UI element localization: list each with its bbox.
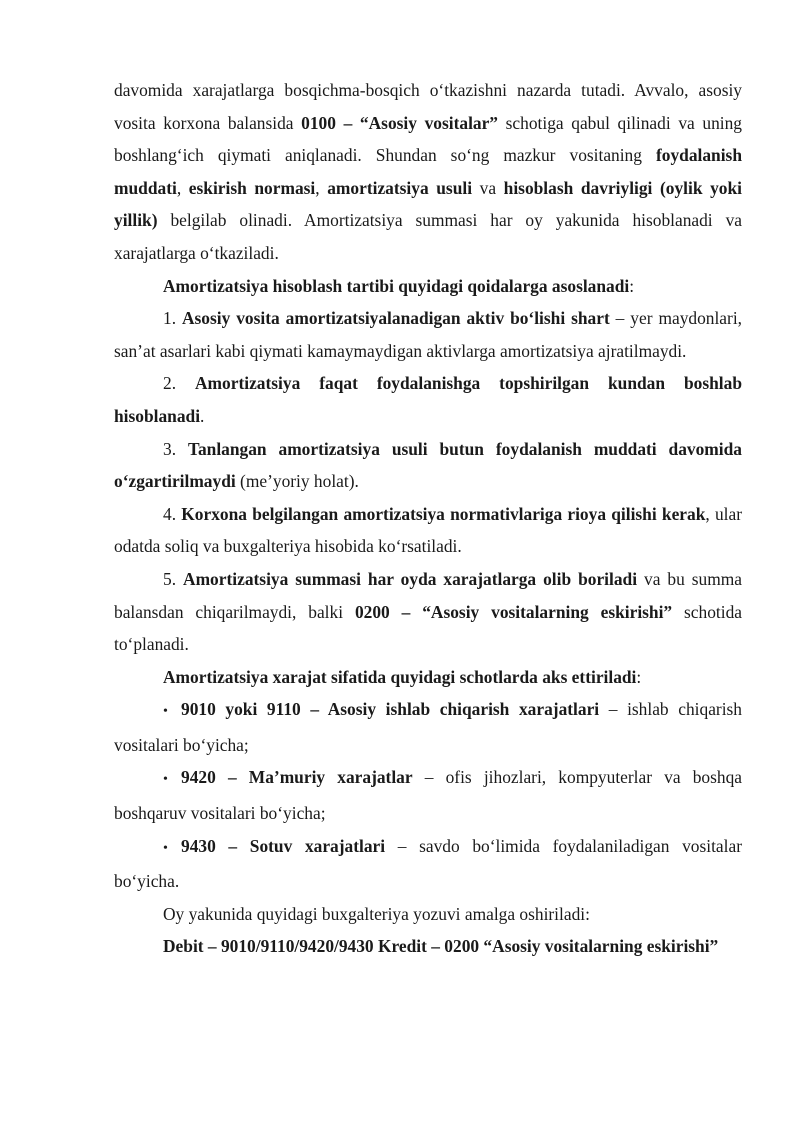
bold-text: Asosiy vosita amortizatsiyalanadigan aktiv bo‘lishi shart	[181, 308, 610, 329]
text-run: – yer maydonlari, san’at asarlari kabi qiymati kamaymaydigan aktivlarga amortizatsiya ajratilmaydi.	[114, 308, 742, 361]
paragraph	[114, 563, 742, 661]
paragraph	[114, 661, 742, 694]
bold-text: 9420 – Ma’muriy xarajatlar	[181, 767, 413, 788]
paragraph	[114, 930, 742, 963]
bold-text: Amortizatsiya hisoblash tartibi quyidagi qoidalarga asoslanadi	[163, 275, 630, 296]
text-run: Oy yakunida quyidagi buxgalteriya yozuvi amalga oshiriladi:	[163, 903, 590, 924]
text-run: davomida xarajatlarga bosqichma-bosqich o‘tkazishni nazarda tutadi. Avvalo, asosiy vosita korxona balansida	[114, 80, 742, 133]
paragraph	[114, 270, 742, 303]
bullet-paragraph	[114, 761, 742, 829]
paragraph	[114, 74, 742, 270]
paragraph	[114, 498, 742, 563]
bullet-paragraph	[114, 693, 742, 761]
text-run: – ofis jihozlari, kompyuterlar va boshqa boshqaruv vositalari bo‘yicha;	[114, 767, 742, 824]
bold-text: 0100 – “Asosiy vositalar”	[301, 112, 499, 133]
bold-text: Tanlangan amortizatsiya usuli butun foydalanish muddati davomida o‘zgartirilmaydi	[114, 438, 742, 492]
bold-text: Debit – 9010/9110/9420/9430 Kredit – 0200 “Asosiy vositalarning eskirishi”	[163, 936, 719, 957]
text-run: .	[200, 405, 205, 426]
bold-text: foydalanish muddati	[114, 145, 742, 198]
text-run: – ishlab chiqarish vositalari bo‘yicha;	[114, 699, 742, 755]
bold-text: 0200 – “Asosiy vositalarning eskirishi”	[354, 601, 673, 622]
text-run: 5.	[163, 568, 184, 589]
text-run: 3.	[163, 438, 188, 459]
bold-text: amortizatsiya usuli	[327, 177, 473, 198]
bold-text: 9010 yoki 9110 – Asosiy ishlab chiqarish xarajatlari	[181, 699, 600, 720]
paragraph	[114, 898, 742, 931]
text-run: :	[636, 666, 642, 687]
bold-text: Amortizatsiya faqat foydalanishga topshirilgan kundan boshlab hisoblanadi	[114, 373, 742, 426]
text-run: 1.	[163, 308, 182, 329]
bold-text: Amortizatsiya summasi har oyda xarajatlarga olib boriladi	[183, 568, 638, 589]
paragraph	[114, 302, 742, 367]
bold-text: hisoblash davriyligi (oylik yoki yillik)	[114, 177, 743, 231]
bold-text: Amortizatsiya xarajat sifatida quyidagi schotlarda aks ettiriladi	[163, 666, 637, 687]
bullet-paragraph	[114, 830, 742, 898]
bold-text: 9430 – Sotuv xarajatlari	[181, 835, 386, 856]
text-run: – savdo bo‘limida foydalaniladigan vositalar bo‘yicha.	[114, 835, 742, 892]
text-run: belgilab olinadi. Amortizatsiya summasi har oy yakunida hisoblanadi va xarajatlarga o‘tkaziladi.	[114, 210, 742, 263]
text-run: ,	[176, 177, 189, 198]
text-run: schotida to‘planadi.	[114, 601, 742, 655]
text-run: :	[629, 275, 635, 296]
text-run: va bu summa balansdan chiqarilmaydi, balki	[114, 568, 742, 622]
text-run: 4.	[163, 503, 182, 524]
bullet-icon: •	[163, 772, 168, 788]
text-run: , ular odatda soliq va buxgalteriya hisobida ko‘rsatiladi.	[114, 503, 743, 557]
text-run: va	[472, 177, 504, 198]
text-run: schotiga qabul qilinadi va uning boshlang‘ich qiymati aniqlanadi. Shundan so‘ng mazkur vositaning	[114, 112, 743, 166]
bullet-icon: •	[163, 840, 168, 856]
bold-text: Korxona belgilangan amortizatsiya normativlariga rioya qilishi kerak	[181, 503, 706, 524]
paragraph	[114, 367, 742, 432]
text-run: ,	[315, 177, 328, 198]
bullet-icon: •	[163, 704, 168, 720]
paragraph	[114, 433, 742, 498]
text-run: 2.	[163, 373, 195, 394]
document-page	[114, 74, 742, 963]
text-run: (me’yoriy holat).	[235, 471, 359, 492]
bold-text: eskirish normasi	[188, 177, 316, 198]
